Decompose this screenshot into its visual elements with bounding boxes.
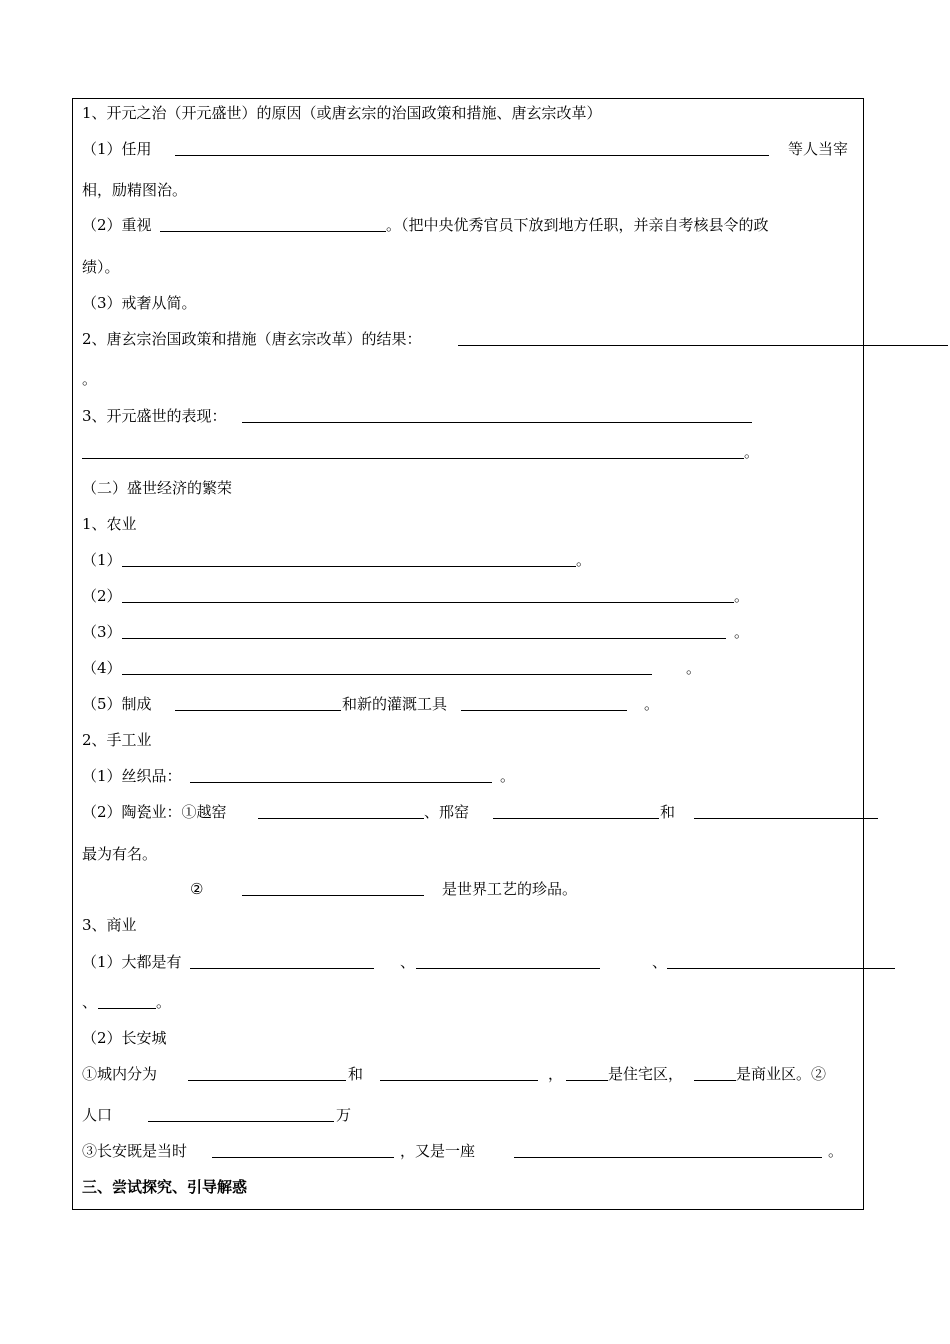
blank[interactable] <box>242 422 752 423</box>
text: 。 <box>744 443 760 461</box>
commerce-item-1-cont <box>82 991 862 1013</box>
text: 。 <box>828 1142 844 1160</box>
text: 最为有名。 <box>82 845 158 863</box>
handicraft-item-1 <box>82 765 862 787</box>
question-3-cont <box>82 441 862 463</box>
agriculture-item-4 <box>82 657 862 679</box>
blank[interactable] <box>694 1080 736 1081</box>
blank[interactable] <box>694 818 878 819</box>
text: （5）制成 <box>82 695 152 713</box>
blank[interactable] <box>122 566 576 567</box>
question-2 <box>82 328 950 350</box>
text: 是商业区。② <box>736 1065 827 1083</box>
changan-item-3 <box>82 1140 862 1162</box>
text: 是世界工艺的珍品。 <box>442 880 578 898</box>
blank[interactable] <box>212 1157 394 1158</box>
text: 3、商业 <box>82 916 137 934</box>
blank[interactable] <box>667 968 895 969</box>
text: 。 <box>82 370 98 388</box>
text: 。（把中央优秀官员下放到地方任职，并亲自考核县令的政 <box>386 216 769 234</box>
text: （1）任用 <box>82 140 152 158</box>
text: （1）大都是有 <box>82 953 182 971</box>
blank[interactable] <box>188 1080 346 1081</box>
blank[interactable] <box>122 602 734 603</box>
text: 和新的灌溉工具 <box>342 695 448 713</box>
blank[interactable] <box>458 345 948 346</box>
text: 1、开元之治（开元盛世）的原因（或唐玄宗的治国政策和措施、唐玄宗改革） <box>82 104 602 122</box>
agriculture-item-2 <box>82 585 862 607</box>
blank[interactable] <box>190 782 492 783</box>
blank[interactable] <box>493 818 659 819</box>
agriculture-item-3 <box>82 621 862 643</box>
blank[interactable] <box>416 968 600 969</box>
text: （3） <box>82 623 122 641</box>
question-3 <box>82 405 862 427</box>
text: 万 <box>336 1106 352 1124</box>
text: （3）戒奢从简。 <box>82 294 197 312</box>
blank[interactable] <box>242 895 424 896</box>
handicraft-item-2 <box>82 801 882 823</box>
text: 、 <box>82 993 98 1011</box>
question-1-item-2 <box>82 214 862 236</box>
blank[interactable] <box>258 818 424 819</box>
blank[interactable] <box>122 638 726 639</box>
commerce-item-1 <box>82 951 902 973</box>
text: （二）盛世经济的繁荣 <box>82 479 233 497</box>
text: 。 <box>734 587 750 605</box>
text: ， <box>548 1065 564 1083</box>
changan-item-1 <box>82 1063 862 1085</box>
text: 等人当宰 <box>788 140 849 158</box>
blank[interactable] <box>175 710 341 711</box>
text: 。 <box>734 623 750 641</box>
text: ③长安既是当时 <box>82 1142 188 1160</box>
text: 2、手工业 <box>82 731 152 749</box>
changan-item-2 <box>82 1104 862 1126</box>
blank[interactable] <box>514 1157 822 1158</box>
text: ，又是一座 <box>400 1142 476 1160</box>
text: （1）丝织品： <box>82 767 182 785</box>
text: 3、开元盛世的表现： <box>82 407 227 425</box>
text: 、邢窑 <box>424 803 470 821</box>
blank[interactable] <box>148 1121 334 1122</box>
handicraft-item-2b <box>82 878 862 900</box>
text: ①城内分为 <box>82 1065 158 1083</box>
agriculture-item-1 <box>82 549 862 571</box>
text: 人口 <box>82 1106 113 1124</box>
text: 1、农业 <box>82 515 137 533</box>
text: 是住宅区， <box>608 1065 684 1083</box>
agriculture-item-5 <box>82 693 862 715</box>
blank[interactable] <box>82 458 744 459</box>
text: （4） <box>82 659 122 677</box>
text: 。 <box>576 551 592 569</box>
text: （2）重视 <box>82 216 152 234</box>
text: 。 <box>644 695 660 713</box>
worksheet-frame <box>72 98 864 1210</box>
text: 。 <box>686 659 702 677</box>
blank[interactable] <box>98 1008 156 1009</box>
text: 。 <box>156 993 172 1011</box>
blank[interactable] <box>461 710 627 711</box>
text: （2）长安城 <box>82 1029 167 1047</box>
text: 和 <box>660 803 676 821</box>
text: （2） <box>82 587 122 605</box>
blank[interactable] <box>175 155 769 156</box>
blank[interactable] <box>160 231 386 232</box>
text: 、 <box>652 953 668 971</box>
text: 和 <box>348 1065 364 1083</box>
text: （2）陶瓷业：①越窑 <box>82 803 227 821</box>
blank[interactable] <box>190 968 374 969</box>
blank[interactable] <box>122 674 652 675</box>
blank[interactable] <box>380 1080 538 1081</box>
text: ② <box>190 880 204 898</box>
text: 相，励精图治。 <box>82 181 188 199</box>
text: 绩）。 <box>82 258 120 276</box>
text: 、 <box>400 953 416 971</box>
text: 。 <box>500 767 516 785</box>
text: 三、尝试探究、引导解惑 <box>82 1178 248 1196</box>
text: 2、唐玄宗治国政策和措施（唐玄宗改革）的结果： <box>82 330 422 348</box>
text: （1） <box>82 551 122 569</box>
blank[interactable] <box>566 1080 608 1081</box>
question-1-item-1 <box>82 138 862 160</box>
